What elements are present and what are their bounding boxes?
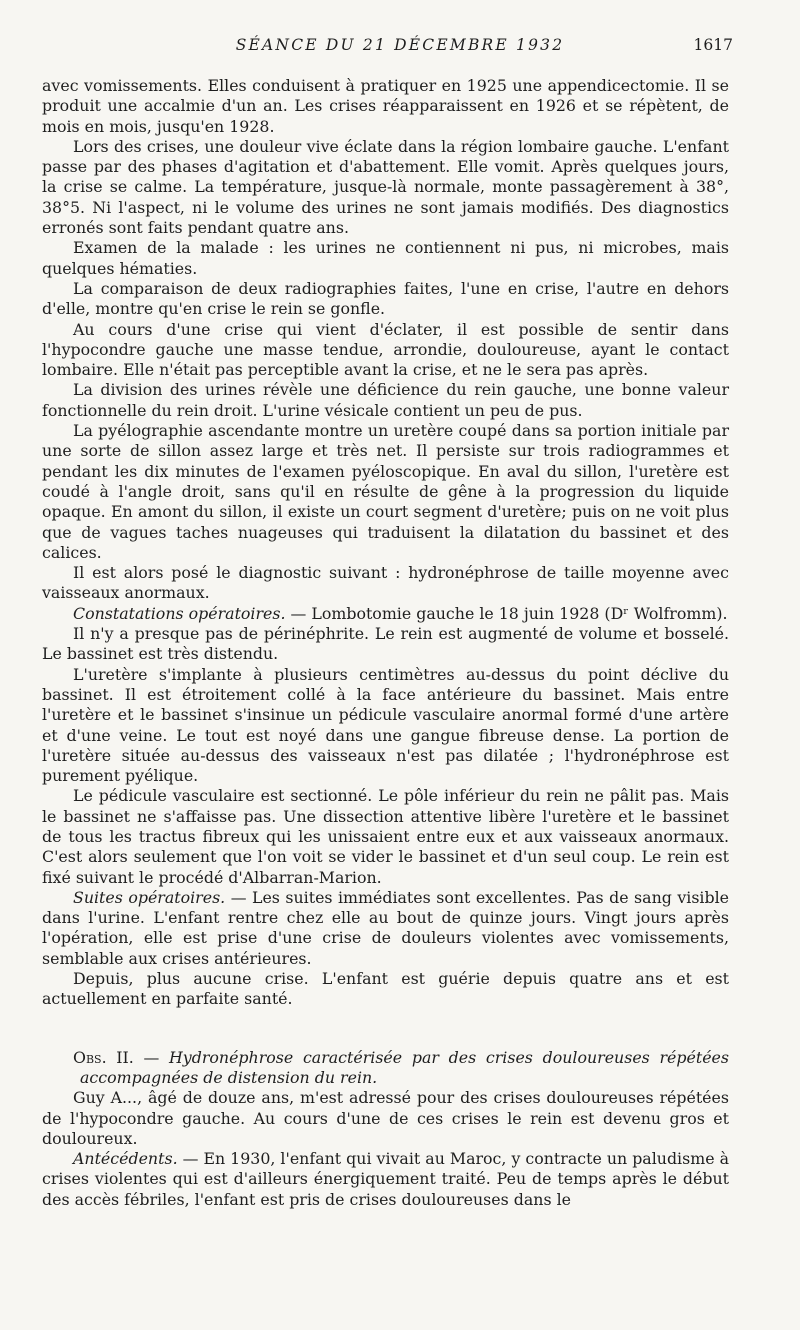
paragraph-constatations: Constatations opératoires. — Lombotomie gauche le 18 juin 1928 (Dʳ Wolfromm). — [73, 603, 728, 623]
observation-heading: Obs. II. — Hydronéphrose caractérisée par des crises douloureuses répétées accompagnées de distension du rein. — [73, 1047, 730, 1087]
section-lead: Suites opératoires. — [73, 887, 226, 907]
paragraph: Au cours d'une crise qui vient d'éclater, il est possible de sentir dans l'hypocondre gauche une masse tendue, arrondie, douloureuse, ayant le contact lombaire. Elle n'était pas perceptible avant la crise, et ne le sera pas après. — [42, 319, 729, 380]
paragraph: Lors des crises, une douleur vive éclate dans la région lombaire gauche. L'enfant passe par des phases d'agitation et d'abattement. Elle vomit. Après quelques jours, la crise se calme. La température, jusque-là normale, monte passagèrement à 38°, 38°5. Ni l'aspect, ni le volume des urines ne sont jamais modifiés. Des diagnostics erronés sont faits pendant quatre ans. — [42, 136, 729, 238]
paragraph: La comparaison de deux radiographies faites, l'une en crise, l'autre en dehors d'elle, montre qu'en crise le rein se gonfle. — [42, 278, 729, 319]
paragraph: Examen de la malade : les urines ne contiennent ni pus, ni microbes, mais quelques hématies. — [42, 238, 729, 278]
section-lead: Constatations opératoires. — [73, 603, 286, 623]
observation-label: Obs. II. — [73, 1047, 134, 1067]
paragraph: La pyélographie ascendante montre un uretère coupé dans sa portion initiale par une sorte de sillon assez large et très net. Il persiste sur trois radiogrammes et pendant les dix minutes de l'examen pyéloscopique. En aval du sillon, l'uretère est coudé à l'angle droit, sans qu'il en résulte de gêne à la progression du liquide opaque. En amont du sillon, il existe un court segment d'uretère; puis on ne voit plus que de vagues taches nuageuses qui traduisent la dilatation du bassinet et des calices. — [42, 421, 729, 562]
section-lead: Antécédents. — [73, 1149, 178, 1169]
section-spacer — [42, 1010, 729, 1048]
paragraph: Le pédicule vasculaire est sectionné. Le pôle inférieur du rein ne pâlit pas. Mais le bassinet ne s'affaisse pas. Une dissection attentive libère l'uretère et le bassinet de tous les tractus fibreux qui les unissaient entre eux et aux vaisseaux anormaux. C'est alors seulement que l'on voit se vider le bassinet et d'un seul coup. Le rein est fixé suivant le procédé d'Albarran-Marion. — [42, 786, 729, 887]
running-header — [0, 36, 800, 58]
page-number: 1617 — [693, 36, 733, 54]
paragraph: Depuis, plus aucune crise. L'enfant est guérie depuis quatre ans et est actuellement en parfaite santé. — [42, 969, 729, 1009]
paragraph: Guy A..., âgé de douze ans, m'est adressé pour des crises douloureuses répétées de l'hypocondre gauche. Au cours d'une de ces crises le rein est devenu gros et douloureux. — [42, 1088, 729, 1148]
paragraph: L'uretère s'implante à plusieurs centimètres au-dessus du point déclive du bassinet. Il est étroitement collé à la face antérieure du bassinet. Mais entre l'uretère et le bassinet s'insinue un pédicule vasculaire anormal formé d'une artère et d'une veine. Le tout est noyé dans une gangue fibreuse dense. La portion de l'uretère située au-dessus des vaisseaux n'est pas dilatée ; l'hydronéphrose est purement pyélique. — [42, 664, 729, 786]
paragraph-antecedents: Antécédents. — En 1930, l'enfant qui vivait au Maroc, y contracte un paludisme à crises violentes qui est d'ailleurs énergiquement traité. Peu de temps après le début des accès fébriles, l'enfant est pris de crises douloureuses dans le — [42, 1149, 729, 1209]
paragraph: avec vomissements. Elles conduisent à pratiquer en 1925 une appendicectomie. Il se produit une accalmie d'un an. Les crises réapparaissent en 1926 et se répètent, de mois en mois, jusqu'en 1928. — [42, 76, 729, 136]
paragraph: Il n'y a presque pas de périnéphrite. Le rein est augmenté de volume et bosselé. Le bassinet est très distendu. — [42, 624, 729, 664]
article-body — [42, 76, 729, 1210]
paragraph: Il est alors posé le diagnostic suivant : hydronéphrose de taille moyenne avec vaisseaux anormaux. — [42, 563, 729, 603]
paragraph: La division des urines révèle une déficience du rein gauche, une bonne valeur fonctionnelle du rein droit. L'urine vésicale contient un peu de pus. — [42, 380, 729, 420]
paragraph-suites: Suites opératoires. — Les suites immédiates sont excellentes. Pas de sang visible dans l'urine. L'enfant rentre chez elle au bout de quinze jours. Vingt jours après l'opération, elle est prise d'une crise de douleurs violentes avec vomissements, semblable aux crises antérieures. — [42, 887, 729, 968]
observation-title: Hydronéphrose caractérisée par des crises douloureuses répétées accompagnées de distension du rein. — [80, 1047, 730, 1087]
running-title: SÉANCE DU 21 DÉCEMBRE 1932 — [235, 36, 565, 54]
